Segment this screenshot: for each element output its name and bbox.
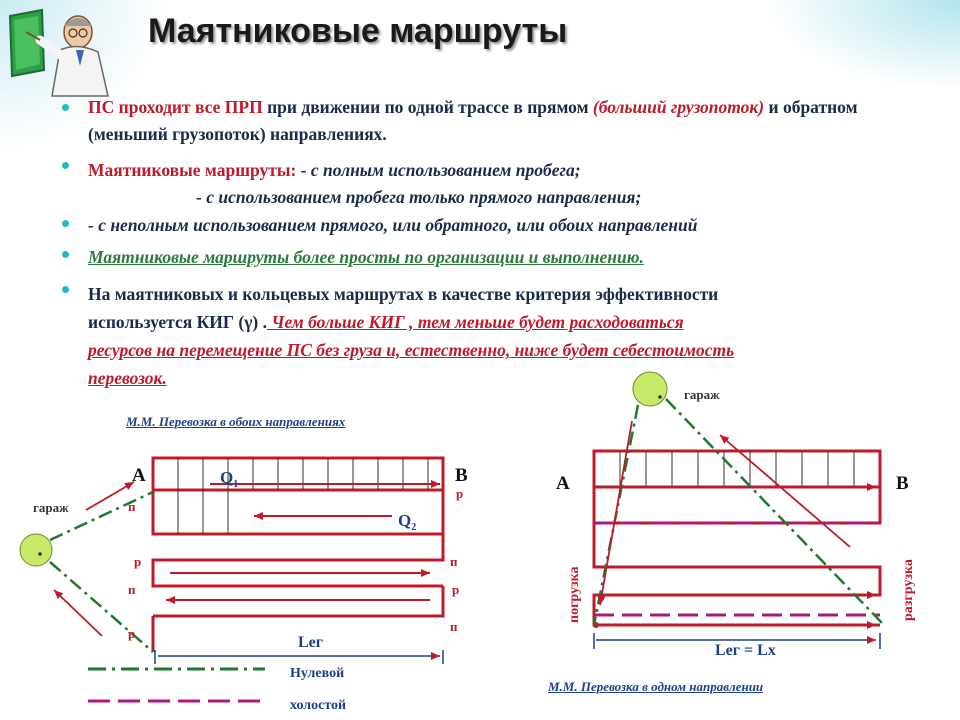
garage-arrow-out	[86, 482, 134, 510]
bullet-dot	[62, 104, 69, 111]
bullet-2-line-1: - с полным использованием пробега;	[296, 160, 581, 180]
label-b: В	[896, 473, 909, 494]
garage-circle	[20, 534, 52, 566]
leg-label: Lег = Lх	[715, 642, 776, 659]
bullet-5-line-4: перевозок.	[88, 368, 167, 388]
bullet-dot	[62, 251, 69, 258]
loading-label: погрузка	[567, 566, 582, 623]
right-route-diagram	[520, 365, 960, 670]
route-loop-1	[153, 534, 443, 586]
label-a: А	[132, 465, 146, 486]
bullet-2-line-2: - с использованием пробега только прямого направления;	[196, 187, 642, 207]
page-title: Маятниковые маршруты	[148, 12, 568, 50]
legend-idle-label: холостой	[290, 698, 347, 713]
bullet-3: - с неполным использованием прямого, или обратного, или обоих направлений	[88, 215, 698, 235]
garage-arrow-in	[54, 590, 102, 636]
bullet-4: Маятниковые маршруты более просты по организации и выполнению.	[88, 247, 644, 267]
point-label: р	[134, 554, 142, 569]
bullet-5-line-3: ресурсов на перемещение ПС без груза и, естественно, ниже будет себестоимость	[88, 340, 735, 360]
bullet-1-text: при движении по одной трассе в прямом	[262, 97, 593, 117]
bullet-1-emphasis: ПС проходит все ПРП	[88, 97, 263, 117]
label-b: В	[455, 465, 468, 486]
garage-label: гараж	[684, 387, 720, 402]
right-diagram-caption: М.М. Перевозка в одном направлении	[548, 679, 764, 694]
point-label: р	[452, 582, 460, 597]
bullet-dot	[62, 220, 69, 227]
null-run-line	[50, 562, 153, 652]
bullet-1-italic: (больший грузопоток)	[592, 97, 765, 117]
q1-label: $Q_1$	[220, 468, 239, 490]
bullet-1-tail: и обратном (меньший грузопоток) направлениях.	[88, 97, 858, 144]
bullet-1	[88, 94, 878, 148]
q2-label: $Q_2$	[398, 511, 417, 533]
bullet-dot	[62, 162, 69, 169]
point-label: п	[450, 619, 458, 634]
bullet-dot	[62, 286, 69, 293]
label-a: А	[556, 473, 570, 494]
bullet-5-line-2: Чем больше КИГ , тем меньше будет расходоваться	[267, 312, 684, 332]
bullet-2-label: Маятниковые маршруты:	[88, 160, 297, 180]
point-label: п	[128, 582, 136, 597]
garage-label: гараж	[33, 500, 69, 515]
bullet-2	[88, 157, 888, 211]
point-label: р	[456, 486, 464, 501]
route-loop-2	[594, 523, 880, 625]
teacher-clipart-icon	[4, 6, 126, 98]
point-label: п	[128, 499, 136, 514]
point-label: р	[128, 626, 136, 641]
bullet-5-kig: КИГ (γ) .	[196, 312, 267, 332]
point-label: п	[450, 554, 458, 569]
bullet-5-lead: используется	[88, 312, 197, 332]
bullet-5-line-1: На маятниковых и кольцевых маршрутах в качестве критерия эффективности	[88, 284, 719, 304]
garage-circle	[633, 372, 667, 406]
unloading-label: разгрузка	[901, 559, 916, 621]
left-route-diagram	[0, 430, 480, 720]
leg-label: Lег	[298, 634, 324, 651]
left-diagram-caption: М.М. Перевозка в обоих направлениях	[126, 414, 346, 429]
legend-null-label: Нулевой	[290, 666, 345, 681]
